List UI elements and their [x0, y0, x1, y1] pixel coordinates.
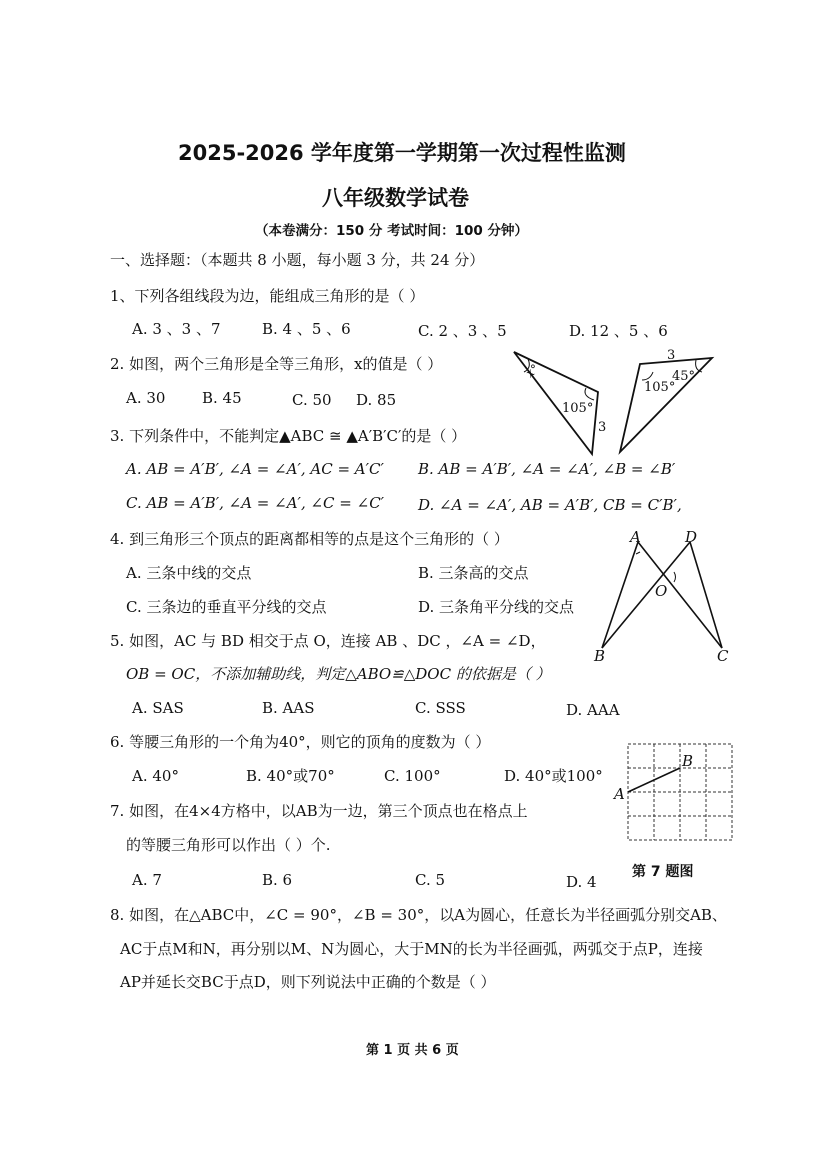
q8-line1: 8. 如图，在△ABC中，∠C = 90°，∠B = 30°，以A为圆心，任意长为半径画弧分别交AB、 [110, 906, 727, 924]
q6-option-a: A. 40° [132, 767, 179, 785]
q3-option-d: D. ∠A = ∠A′, AB = A′B′, CB = C′B′, [418, 496, 682, 514]
q2-option-c: C. 50 [292, 391, 332, 409]
q5-label-c: C [717, 647, 729, 665]
q5-line-dc [690, 542, 722, 648]
q7-line1: 7. 如图，在4×4方格中，以AB为一边，第三个顶点也在格点上 [110, 802, 528, 820]
q2-right-side-label: 3 [667, 348, 676, 363]
q3-stem: 3. 下列条件中，不能判定▲ABC ≅ ▲A′B′C′的是（ ） [110, 427, 467, 445]
q7-label-b: B [682, 752, 694, 770]
q2-option-a: A. 30 [126, 389, 166, 407]
q5-angle-a-mark [636, 552, 640, 554]
q5-option-c: C. SSS [415, 699, 466, 717]
q5-option-d: D. AAA [566, 701, 620, 719]
q8-line3: AP并延长交BC于点D，则下列说法中正确的个数是（ ） [120, 973, 496, 991]
q7-option-c: C. 5 [415, 871, 446, 889]
exam-info: （本卷满分：150 分 考试时间：100 分钟） [255, 223, 528, 239]
q1-option-c: C. 2 、3 、5 [418, 322, 507, 340]
q5-line-ac [638, 542, 722, 648]
q3-option-c: C. AB = A′B′, ∠A = ∠A′, ∠C = ∠C′ [126, 494, 385, 512]
q5-label-b: B [594, 647, 606, 665]
q5-figure [590, 528, 740, 668]
q4-option-a: A. 三条中线的交点 [126, 564, 252, 582]
q5-line-db [602, 542, 690, 648]
page-footer: 第 1 页 共 6 页 [366, 1043, 459, 1058]
q1-option-a: A. 3 、3 、7 [132, 320, 221, 338]
q7-label-a: A [614, 785, 625, 803]
q4-stem: 4. 到三角形三个顶点的距离都相等的点是这个三角形的（ ） [110, 530, 509, 548]
q2-right-105-label: 105° [644, 380, 676, 395]
q5-option-a: A. SAS [132, 699, 184, 717]
q2-right-45-label: 45° [672, 369, 696, 384]
q5-angle-d-mark [674, 572, 676, 582]
q1-stem: 1、下列各组线段为边，能组成三角形的是（ ） [110, 287, 425, 305]
q5-line1: 5. 如图，AC 与 BD 相交于点 O，连接 AB 、DC ，∠A = ∠D， [110, 632, 546, 650]
q2-left-105-label: 105° [562, 401, 594, 416]
q7-option-d: D. 4 [566, 873, 597, 891]
q7-option-b: B. 6 [262, 871, 293, 889]
q5-option-b: B. AAS [262, 699, 315, 717]
q2-option-d: D. 85 [356, 391, 397, 409]
q5-label-a: A [630, 528, 641, 546]
q2-left-side-label: 3 [598, 420, 607, 435]
q2-triangles-figure [500, 340, 720, 460]
q2-option-b: B. 45 [202, 389, 242, 407]
q5-label-d: D [685, 528, 698, 546]
q3-option-b: B. AB = A′B′, ∠A = ∠A′, ∠B = ∠B′ [418, 460, 676, 478]
q6-option-b: B. 40°或70° [246, 767, 335, 785]
q1-option-d: D. 12 、5 、6 [569, 322, 668, 340]
q6-option-d: D. 40°或100° [504, 767, 603, 785]
q6-option-c: C. 100° [384, 767, 441, 785]
q4-option-c: C. 三条边的垂直平分线的交点 [126, 598, 327, 616]
q1-option-b: B. 4 、5 、6 [262, 320, 351, 338]
q7-option-a: A. 7 [132, 871, 162, 889]
q5-line-ab [602, 542, 638, 648]
q5-line2: OB = OC，不添加辅助线，判定△ABO≌△DOC 的依据是（ ） [126, 665, 551, 683]
q7-line2: 的等腰三角形可以作出（ ）个. [126, 836, 331, 854]
q7-caption: 第 7 题图 [632, 864, 694, 880]
q6-stem: 6. 等腰三角形的一个角为40°，则它的顶角的度数为（ ） [110, 733, 491, 751]
q2-right-105-arc [642, 372, 653, 380]
q2-right-triangle [620, 358, 712, 452]
q3-option-a: A. AB = A′B′, ∠A = ∠A′, AC = A′C′ [126, 460, 384, 478]
q8-line2: AC于点M和N，再分别以M、N为圆心，大于MN的长为半径画弧，两弧交于点P，连接 [120, 940, 703, 958]
q7-grid-lines [628, 744, 732, 840]
exam-title: 2025-2026 学年度第一学期第一次过程性监测 [178, 141, 626, 165]
section-heading: 一、选择题：（本题共 8 小题，每小题 3 分，共 24 分） [110, 251, 485, 269]
q4-option-b: B. 三条高的交点 [418, 564, 529, 582]
q2-left-x-label: x° [522, 361, 542, 381]
q5-label-o: O [655, 582, 668, 600]
q7-grid-figure [612, 740, 742, 844]
exam-subtitle: 八年级数学试卷 [322, 186, 469, 210]
q4-option-d: D. 三条角平分线的交点 [418, 598, 575, 616]
q2-stem: 2. 如图，两个三角形是全等三角形，x的值是（ ） [110, 355, 443, 373]
